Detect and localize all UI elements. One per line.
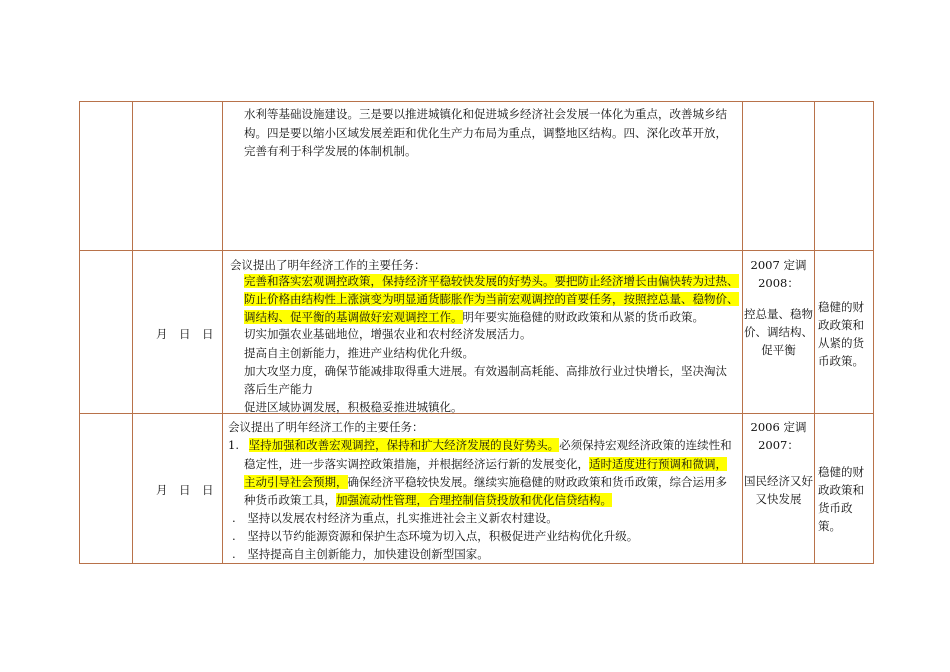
table-border-top: [79, 101, 874, 102]
row2-date: 月 日 日: [156, 327, 214, 341]
plain-text: 必须保持宏观经济政策的连续性和: [559, 438, 732, 452]
row3-bullet-item: [232, 545, 489, 563]
bullet-text: 坚持以节约能源资源和保护生态环境为切入点，积极促进产业结构优化升级。: [247, 529, 639, 543]
bullet-mark: .: [232, 547, 236, 561]
highlight-text: 主动引导社会预期，: [244, 475, 348, 489]
row3-line: [228, 436, 732, 454]
row3-bullet-item: [232, 527, 638, 545]
table-border-right: [873, 101, 874, 564]
row2-item: 切实加强农业基础地位，增强农业和农村经济发展活力。: [244, 327, 532, 341]
row2-item: 提高自主创新能力，推进产业结构优化升级。: [244, 346, 474, 360]
row3-line: [244, 455, 727, 473]
highlight-text: 完善和落实宏观调控政策，保持经济平稳较快发展的好势头。要把防止经济增长由偏快转为过热、: [244, 274, 739, 288]
highlight-text: 坚持加强和改善宏观调控，保持和扩大经济发展的良好势头。: [248, 438, 560, 452]
row3-col4-year: 2007：: [758, 438, 799, 452]
row3-col4-title: 2006 定调: [750, 420, 807, 434]
bullet-text: 坚持以发展农村经济为重点，扎实推进社会主义新农村建设。: [247, 511, 558, 525]
row2-mixed-line: [244, 308, 704, 326]
row1-line: 水利等基础设施建设。三是要以推进城镇化和促进城乡经济社会发展一体化为重点，改善城乡结: [244, 107, 727, 121]
row2-col4-title: 2007 定调: [750, 258, 807, 272]
table-border-bottom: [79, 563, 874, 564]
row2-item: 加大攻坚力度，确保节能减排取得重大进展。有效遏制高耗能、高排放行业过快增长，坚决淘汰: [244, 364, 727, 378]
table-border-row2-top: [79, 250, 874, 251]
table-border-col1: [132, 101, 133, 564]
row3-bullet-item: [232, 509, 558, 527]
row1-line: 完善有利于科学发展的体制机制。: [244, 144, 417, 158]
table-border-left: [79, 101, 80, 564]
row3-line: [244, 491, 612, 509]
plain-text: 明年要实施稳健的财政政策和从紧的货币政策。: [462, 310, 704, 324]
row3-col5: 稳健的财政政策和货币政策。: [818, 465, 864, 533]
table-border-col4: [814, 101, 815, 564]
row3-col4-body: 国民经济又好又快发展: [744, 474, 813, 506]
row3-line: [244, 473, 727, 491]
table-border-row3-top: [79, 413, 874, 414]
bullet-mark: .: [232, 511, 236, 525]
row2-item: 促进区域协调发展，积极稳妥推进城镇化。: [244, 400, 463, 414]
plain-text: 确保经济平稳较快发展。继续实施稳健的财政政策和货币政策，综合运用多: [347, 475, 727, 489]
bullet-mark: .: [232, 529, 236, 543]
item-number: 1.: [228, 438, 239, 452]
highlight-text: 防止价格由结构性上涨演变为明显通货膨胀作为当前宏观调控的首要任务，按照控总量、稳物价、: [244, 292, 739, 306]
highlight-text: 加强流动性管理，合理控制信贷投放和优化信贷结构。: [336, 493, 612, 507]
row3-intro: 会议提出了明年经济工作的主要任务：: [228, 420, 424, 434]
row2-highlight-line: [244, 272, 739, 290]
highlight-text: 适时适度进行预调和微调，: [589, 457, 727, 471]
bullet-text: 坚持提高自主创新能力，加快建设创新型国家。: [247, 547, 489, 561]
row2-col5: 稳健的财政政策和从紧的货币政策。: [818, 300, 864, 368]
row2-intro: 会议提出了明年经济工作的主要任务：: [230, 258, 426, 272]
row3-date: 月 日 日: [156, 483, 214, 497]
row2-col4-year: 2008：: [758, 276, 799, 290]
row2-item: 落后生产能力: [244, 382, 313, 396]
highlight-text: 调结构、促平衡的基调做好宏观调控工作。: [244, 310, 463, 324]
plain-text: 种货币政策工具，: [244, 493, 336, 507]
row1-line: 构。四是要以缩小区域发展差距和优化生产力布局为重点，调整地区结构。四、深化改革开放，: [244, 126, 727, 140]
table-border-col2: [222, 101, 223, 564]
row2-col4-body: 控总量、稳物价、调结构、促平衡: [744, 307, 813, 357]
plain-text: 稳定性，进一步落实调控政策措施，并根据经济运行新的发展变化，: [244, 457, 589, 471]
row2-highlight-line: [244, 290, 739, 308]
